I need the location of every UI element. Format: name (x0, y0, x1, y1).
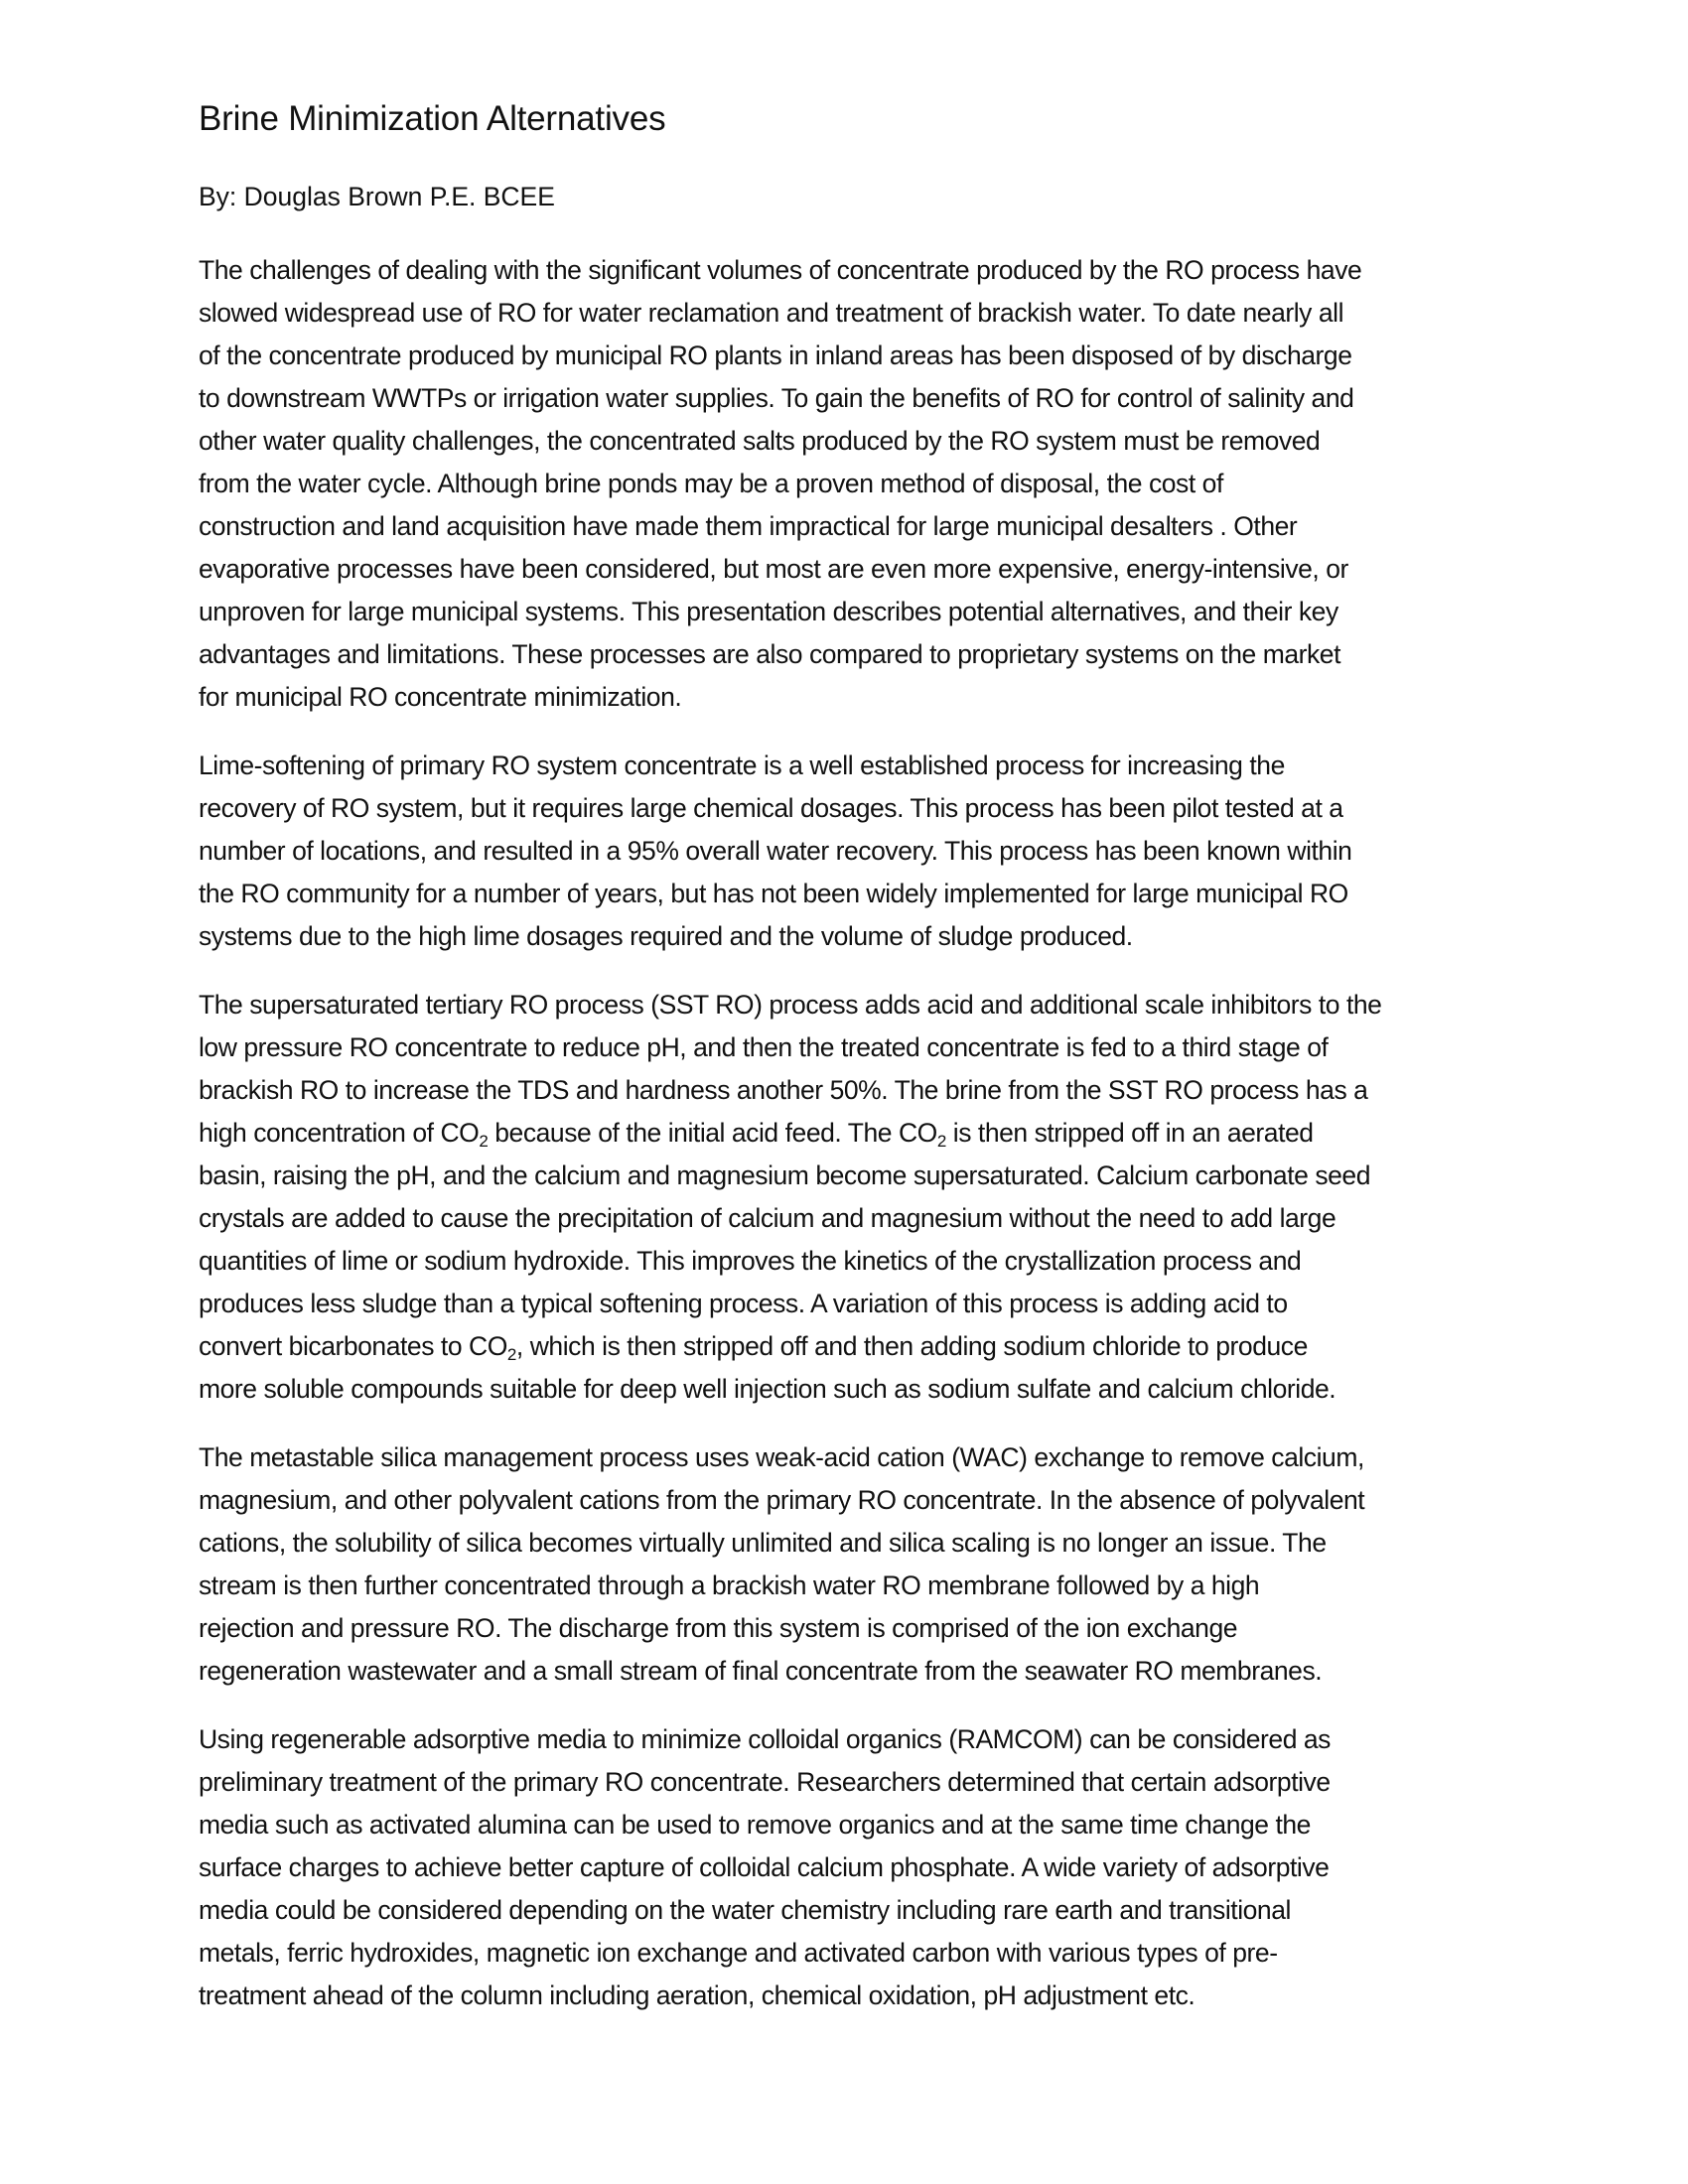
text-line: advantages and limitations. These processes are also compared to proprietary systems on the market (199, 639, 1340, 669)
text-line: basin, raising the pH, and the calcium and magnesium become supersaturated. Calcium carbonate seed (199, 1160, 1370, 1190)
text-line-with-subscript: convert bicarbonates to $CO_2$, which is then stripped off and then adding sodium chloride to produce (199, 1331, 1308, 1364)
paragraph-lime-softening (199, 745, 1519, 958)
text-line-with-subscript: high concentration of $CO_2$ because of the initial acid feed. The $CO_2$ is then stripped off in an aerated (199, 1118, 1314, 1151)
paragraph-ramcom (199, 1718, 1519, 2017)
text-line: the RO community for a number of years, but has not been widely implemented for large municipal RO (199, 879, 1348, 908)
text-line: more soluble compounds suitable for deep well injection such as sodium sulfate and calcium chloride. (199, 1374, 1336, 1404)
text-line: unproven for large municipal systems. This presentation describes potential alternatives, and their key (199, 597, 1338, 626)
text-line: slowed widespread use of RO for water reclamation and treatment of brackish water. To date nearly all (199, 298, 1344, 328)
text-line: other water quality challenges, the concentrated salts produced by the RO system must be removed (199, 426, 1321, 456)
text-line: rejection and pressure RO. The discharge from this system is comprised of the ion exchange (199, 1613, 1238, 1643)
text-line: for municipal RO concentrate minimization. (199, 682, 682, 712)
text-line: cations, the solubility of silica becomes virtually unlimited and silica scaling is no longer an issue. The (199, 1528, 1327, 1558)
text-line: crystals are added to cause the precipitation of calcium and magnesium without the need to add large (199, 1203, 1336, 1233)
text-line: The supersaturated tertiary RO process (SST RO) process adds acid and additional scale inhibitors to the (199, 990, 1382, 1020)
text-line: The metastable silica management process uses weak-acid cation (WAC) exchange to remove calcium, (199, 1442, 1364, 1472)
text-line: low pressure RO concentrate to reduce pH, and then the treated concentrate is fed to a third stage of (199, 1032, 1329, 1062)
paragraph-introduction (199, 249, 1519, 719)
text-line: media such as activated alumina can be used to remove organics and at the same time change the (199, 1810, 1311, 1840)
text-line: number of locations, and resulted in a 95% overall water recovery. This process has been known within (199, 836, 1352, 866)
text-line: of the concentrate produced by municipal RO plants in inland areas has been disposed of by discharge (199, 341, 1352, 370)
text-line: regeneration wastewater and a small stream of final concentrate from the seawater RO membranes. (199, 1656, 1323, 1686)
text-line: stream is then further concentrated through a brackish water RO membrane followed by a high (199, 1570, 1260, 1600)
paragraph-sst-ro (199, 984, 1519, 1411)
text-line: surface charges to achieve better capture of colloidal calcium phosphate. A wide variety of adsorptive (199, 1852, 1330, 1882)
subscript: 2 (506, 1345, 516, 1364)
text-line: treatment ahead of the column including aeration, chemical oxidation, pH adjustment etc. (199, 1980, 1196, 2010)
text-line: evaporative processes have been considered, but most are even more expensive, energy-intensive, or (199, 554, 1348, 584)
text-line: metals, ferric hydroxides, magnetic ion exchange and activated carbon with various types of pre- (199, 1938, 1278, 1968)
text-line: Lime-softening of primary RO system concentrate is a well established process for increasing the (199, 751, 1285, 780)
author-byline: By: Douglas Brown P.E. BCEE (199, 182, 555, 211)
paragraph-metastable-silica (199, 1436, 1519, 1693)
subscript: 2 (936, 1132, 946, 1151)
text-line: construction and land acquisition have made them impractical for large municipal desalters . Other (199, 511, 1298, 541)
text-line: quantities of lime or sodium hydroxide. This improves the kinetics of the crystallization process and (199, 1246, 1302, 1276)
text-line: Using regenerable adsorptive media to minimize colloidal organics (RAMCOM) can be considered as (199, 1724, 1331, 1754)
text-line: to downstream WWTPs or irrigation water supplies. To gain the benefits of RO for control of salinity and (199, 383, 1354, 413)
document-title: Brine Minimization Alternatives (199, 99, 666, 138)
subscript: 2 (479, 1132, 489, 1151)
text-line: produces less sludge than a typical softening process. A variation of this process is adding acid to (199, 1289, 1288, 1318)
text-line: magnesium, and other polyvalent cations from the primary RO concentrate. In the absence of polyvalent (199, 1485, 1365, 1515)
text-line: brackish RO to increase the TDS and hardness another 50%. The brine from the SST RO process has a (199, 1075, 1368, 1105)
text-line: media could be considered depending on the water chemistry including rare earth and transitional (199, 1895, 1291, 1925)
text-line: recovery of RO system, but it requires large chemical dosages. This process has been pilot tested at a (199, 793, 1343, 823)
text-line: systems due to the high lime dosages required and the volume of sludge produced. (199, 921, 1133, 951)
text-line: preliminary treatment of the primary RO concentrate. Researchers determined that certain adsorptive (199, 1767, 1331, 1797)
text-line: from the water cycle. Although brine ponds may be a proven method of disposal, the cost of (199, 469, 1223, 498)
text-line: The challenges of dealing with the significant volumes of concentrate produced by the RO process have (199, 255, 1362, 285)
